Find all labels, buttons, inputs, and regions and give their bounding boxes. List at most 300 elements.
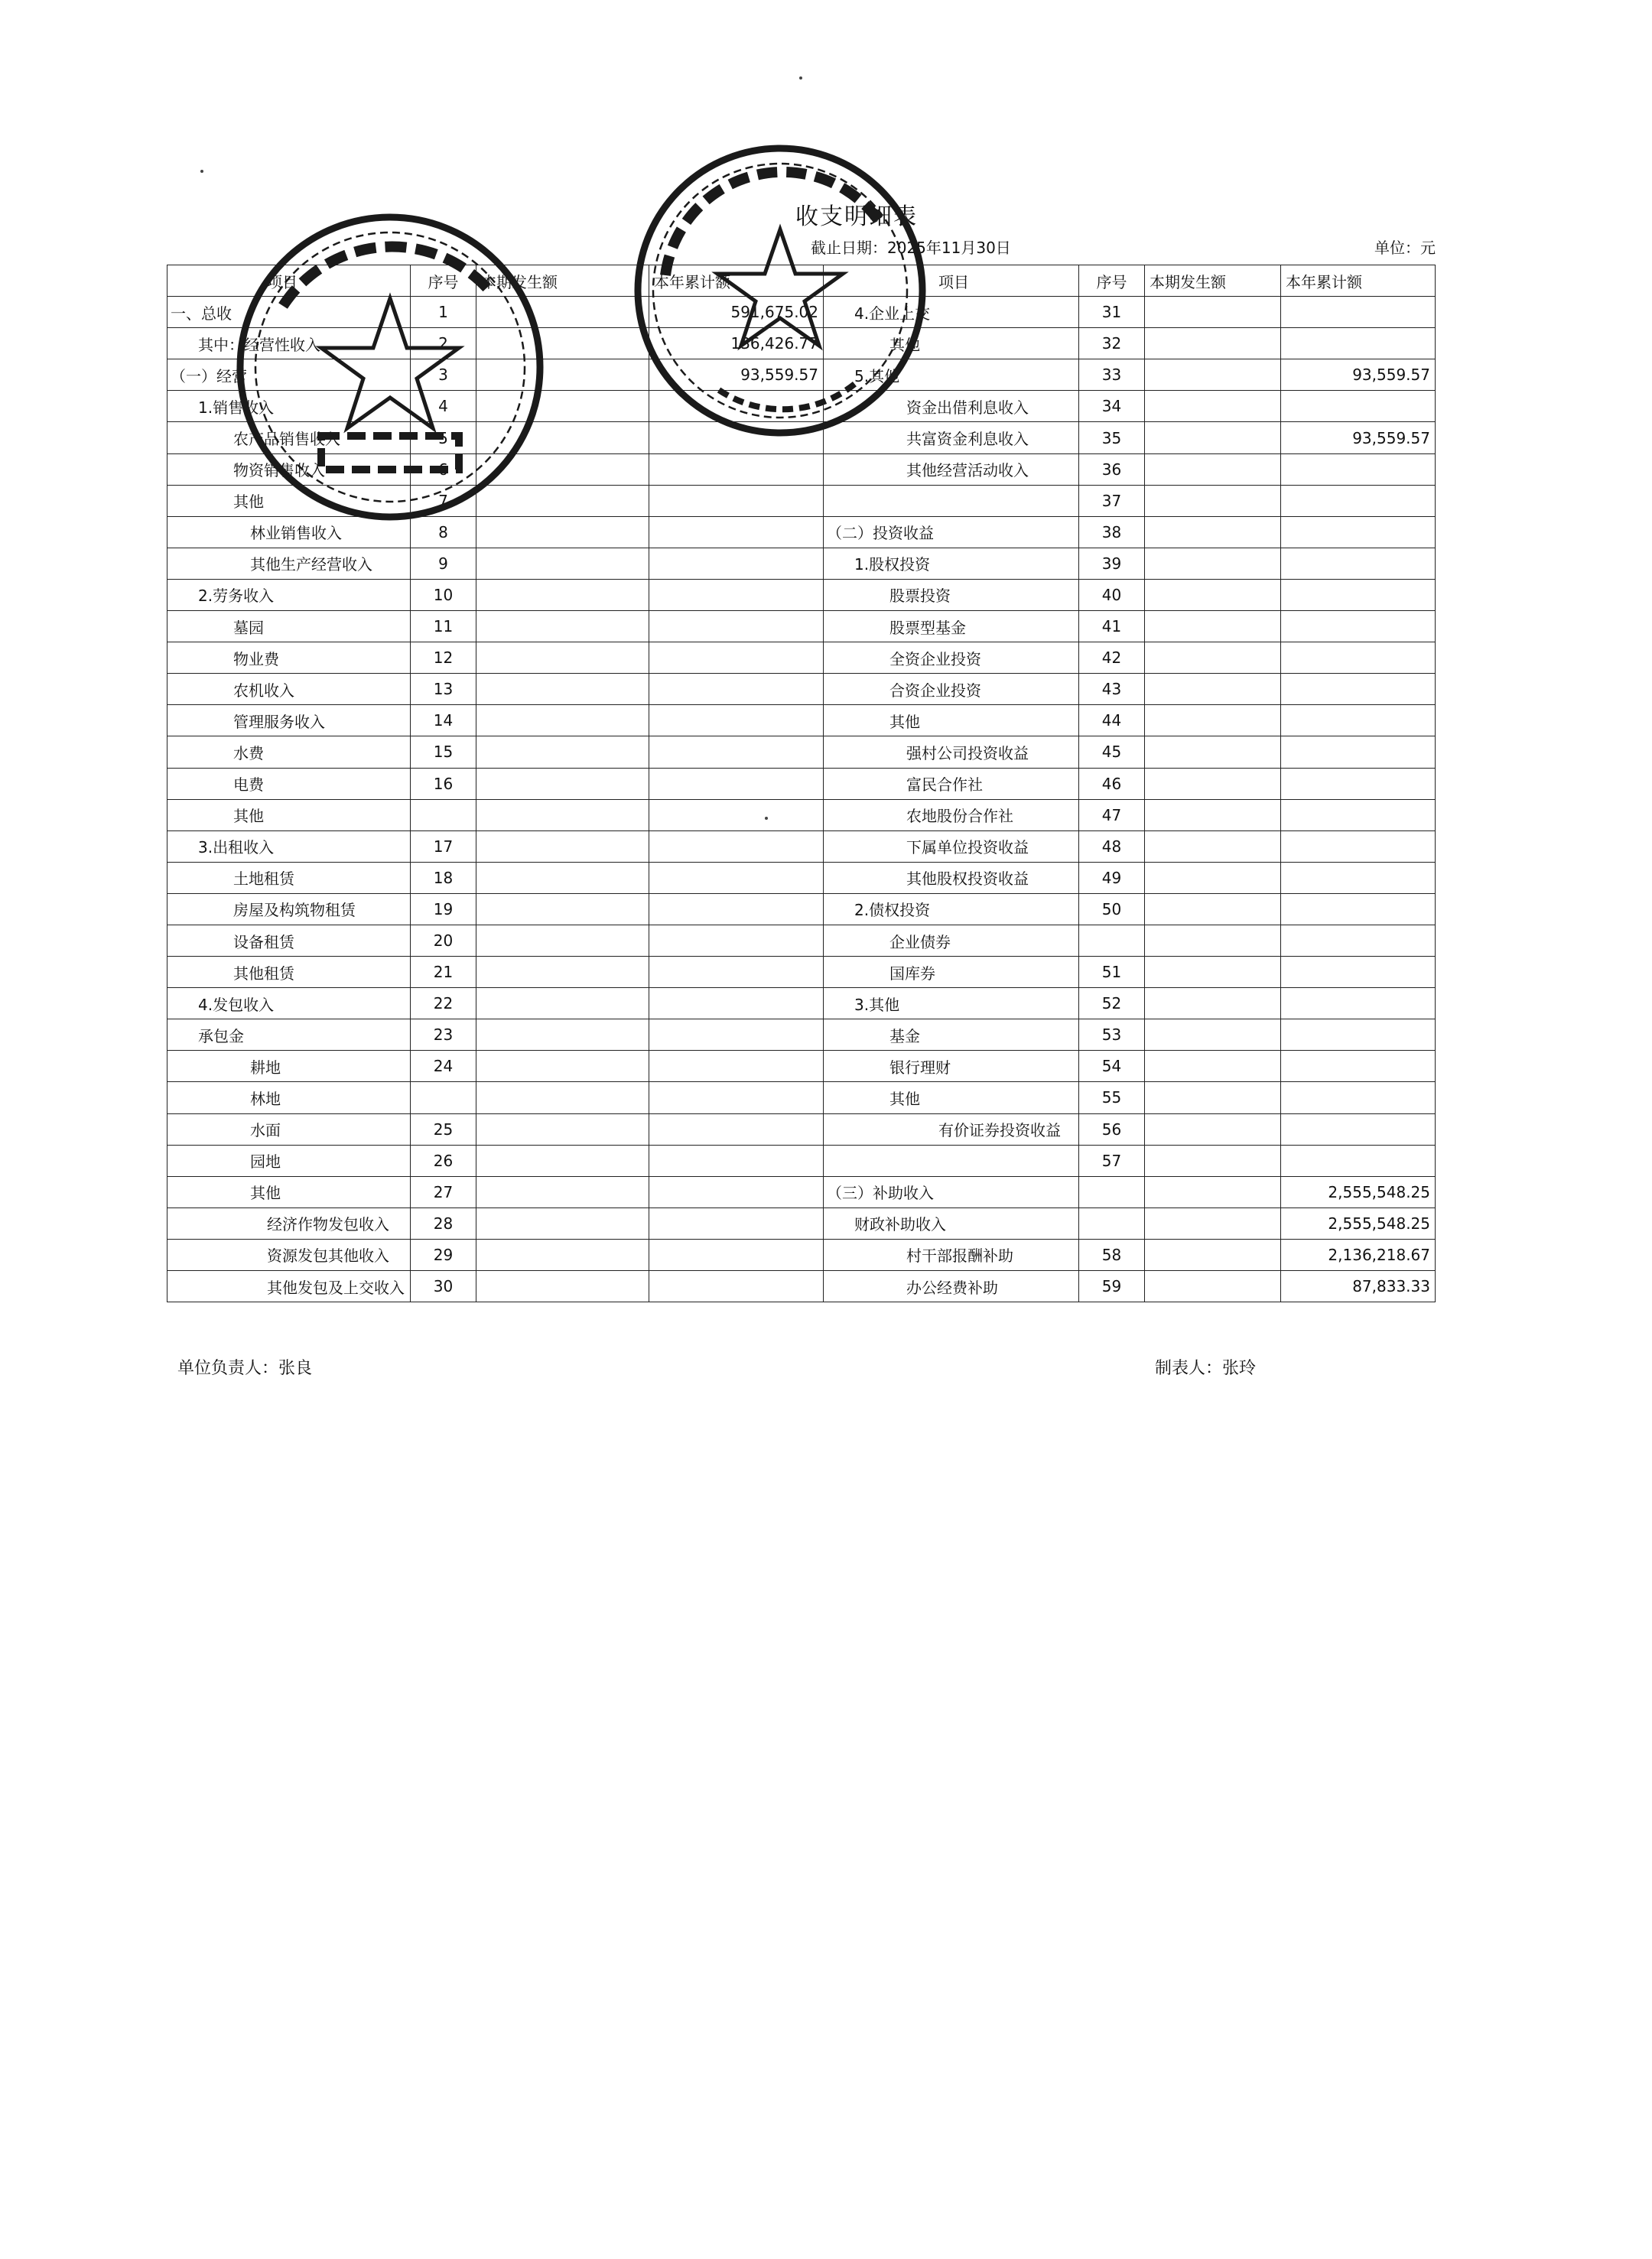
header-ytd: 本年累计额 — [649, 265, 824, 297]
table-row — [167, 548, 824, 579]
row-period — [1145, 611, 1281, 642]
row-period — [1145, 1113, 1281, 1145]
row-ytd — [1281, 925, 1436, 956]
row-ytd — [649, 516, 824, 548]
row-ytd: 93,559.57 — [1281, 422, 1436, 453]
table-row — [824, 1082, 1436, 1113]
row-ytd — [649, 579, 824, 610]
row-period — [476, 674, 649, 705]
row-period — [476, 862, 649, 893]
row-ytd — [1281, 297, 1436, 328]
row-ytd — [1281, 988, 1436, 1019]
row-period — [476, 611, 649, 642]
row-ytd — [1281, 516, 1436, 548]
row-period — [476, 548, 649, 579]
table-row — [824, 799, 1436, 830]
row-seq: 48 — [1079, 830, 1145, 862]
row-item: 2.劳务收入 — [167, 579, 411, 610]
row-period — [1145, 453, 1281, 485]
row-item: 4.发包收入 — [167, 988, 411, 1019]
row-item: 财政补助收入 — [824, 1208, 1079, 1239]
table-row — [167, 1176, 824, 1208]
row-ytd — [1281, 328, 1436, 359]
table-row — [824, 611, 1436, 642]
row-seq: 51 — [1079, 957, 1145, 988]
row-seq: 45 — [1079, 736, 1145, 768]
row-period — [476, 1113, 649, 1145]
row-seq: 53 — [1079, 1019, 1145, 1051]
row-item: 房屋及构筑物租赁 — [167, 893, 411, 925]
table-row — [824, 1051, 1436, 1082]
row-seq: 7 — [411, 485, 476, 516]
row-item: 村干部报酬补助 — [824, 1239, 1079, 1270]
row-item: 其他 — [824, 705, 1079, 736]
row-item: 农地股份合作社 — [824, 799, 1079, 830]
row-period — [476, 642, 649, 674]
row-seq — [411, 1082, 476, 1113]
row-item: 国库券 — [824, 957, 1079, 988]
row-seq: 4 — [411, 391, 476, 422]
row-ytd — [1281, 957, 1436, 988]
row-period — [1145, 957, 1281, 988]
row-seq: 33 — [1079, 359, 1145, 391]
row-period — [476, 1208, 649, 1239]
row-seq — [1079, 1176, 1145, 1208]
row-period — [476, 768, 649, 799]
table-row — [167, 925, 824, 956]
table-row — [824, 736, 1436, 768]
row-ytd — [649, 830, 824, 862]
row-seq: 57 — [1079, 1145, 1145, 1176]
row-item: 强村公司投资收益 — [824, 736, 1079, 768]
row-item — [824, 1145, 1079, 1176]
table-row — [824, 705, 1436, 736]
table-row — [167, 1271, 824, 1302]
row-seq: 13 — [411, 674, 476, 705]
row-ytd: 136,426.77 — [649, 328, 824, 359]
row-period — [1145, 1082, 1281, 1113]
row-item: 2.债权投资 — [824, 893, 1079, 925]
header-item: 项目 — [167, 265, 411, 297]
table-row — [167, 1019, 824, 1051]
row-ytd — [649, 1208, 824, 1239]
row-ytd: 2,136,218.67 — [1281, 1239, 1436, 1270]
table-row — [167, 1082, 824, 1113]
table-row — [824, 893, 1436, 925]
row-item: 办公经费补助 — [824, 1271, 1079, 1302]
row-seq: 3 — [411, 359, 476, 391]
row-seq: 56 — [1079, 1113, 1145, 1145]
row-item — [824, 485, 1079, 516]
row-item: 资源发包其他收入 — [167, 1239, 411, 1270]
row-ytd — [1281, 736, 1436, 768]
row-item: 农产品销售收入 — [167, 422, 411, 453]
table-row — [824, 1208, 1436, 1239]
header-seq: 序号 — [411, 265, 476, 297]
table-row — [824, 548, 1436, 579]
row-seq: 46 — [1079, 768, 1145, 799]
row-period — [1145, 516, 1281, 548]
row-period — [1145, 328, 1281, 359]
row-item: 资金出借利息收入 — [824, 391, 1079, 422]
row-item: 富民合作社 — [824, 768, 1079, 799]
row-period — [476, 988, 649, 1019]
row-item: 4.企业上交 — [824, 297, 1079, 328]
row-item: 一、总收 — [167, 297, 411, 328]
table-row — [167, 830, 824, 862]
row-seq: 30 — [411, 1271, 476, 1302]
row-ytd — [1281, 705, 1436, 736]
row-item: 园地 — [167, 1145, 411, 1176]
row-ytd — [649, 893, 824, 925]
row-seq: 6 — [411, 453, 476, 485]
row-period — [476, 799, 649, 830]
row-period — [1145, 893, 1281, 925]
row-ytd: 2,555,548.25 — [1281, 1208, 1436, 1239]
row-seq: 44 — [1079, 705, 1145, 736]
table-row — [824, 1145, 1436, 1176]
row-period — [476, 1239, 649, 1270]
row-ytd — [649, 642, 824, 674]
row-ytd — [649, 485, 824, 516]
row-period — [1145, 1208, 1281, 1239]
row-period — [1145, 1239, 1281, 1270]
row-seq: 54 — [1079, 1051, 1145, 1082]
left-official-seal — [229, 206, 551, 528]
row-ytd — [649, 453, 824, 485]
row-period — [476, 830, 649, 862]
row-period — [1145, 1019, 1281, 1051]
row-item: 全资企业投资 — [824, 642, 1079, 674]
row-item: 水费 — [167, 736, 411, 768]
row-item: 耕地 — [167, 1051, 411, 1082]
row-ytd — [1281, 799, 1436, 830]
row-ytd — [649, 988, 824, 1019]
row-item: 银行理财 — [824, 1051, 1079, 1082]
row-item: 下属单位投资收益 — [824, 830, 1079, 862]
row-item: 林业销售收入 — [167, 516, 411, 548]
row-ytd — [1281, 485, 1436, 516]
header-ytd: 本年累计额 — [1281, 265, 1436, 297]
table-row — [167, 1208, 824, 1239]
table-row — [824, 485, 1436, 516]
row-seq: 49 — [1079, 862, 1145, 893]
row-item: （二）投资收益 — [824, 516, 1079, 548]
row-period — [1145, 862, 1281, 893]
row-period — [476, 925, 649, 956]
table-row — [167, 674, 824, 705]
row-ytd — [1281, 1113, 1436, 1145]
row-item: 其他发包及上交收入 — [167, 1271, 411, 1302]
header-seq: 序号 — [1079, 265, 1145, 297]
row-seq: 2 — [411, 328, 476, 359]
table-row — [167, 1145, 824, 1176]
row-ytd: 93,559.57 — [649, 359, 824, 391]
row-seq: 8 — [411, 516, 476, 548]
row-item: 其他 — [824, 1082, 1079, 1113]
row-ytd — [1281, 1019, 1436, 1051]
row-period — [476, 736, 649, 768]
row-seq: 29 — [411, 1239, 476, 1270]
row-ytd: 93,559.57 — [1281, 359, 1436, 391]
row-item: 3.其他 — [824, 988, 1079, 1019]
row-item: 股票投资 — [824, 579, 1079, 610]
row-ytd — [649, 1239, 824, 1270]
row-item: 5.其他 — [824, 359, 1079, 391]
row-period — [1145, 1176, 1281, 1208]
row-period — [476, 1019, 649, 1051]
row-item: 农机收入 — [167, 674, 411, 705]
row-period — [1145, 705, 1281, 736]
row-ytd: 87,833.33 — [1281, 1271, 1436, 1302]
row-ytd — [649, 1145, 824, 1176]
row-item: 基金 — [824, 1019, 1079, 1051]
header-period: 本期发生额 — [476, 265, 649, 297]
row-ytd — [649, 768, 824, 799]
row-ytd — [1281, 893, 1436, 925]
row-item: 物业费 — [167, 642, 411, 674]
row-item: 其他租赁 — [167, 957, 411, 988]
table-row — [824, 642, 1436, 674]
table-row — [824, 1176, 1436, 1208]
row-ytd — [649, 1082, 824, 1113]
table-row — [167, 736, 824, 768]
row-ytd — [649, 548, 824, 579]
row-item: 电费 — [167, 768, 411, 799]
row-period — [476, 893, 649, 925]
row-seq: 1 — [411, 297, 476, 328]
row-period — [476, 957, 649, 988]
row-ytd — [649, 1051, 824, 1082]
row-seq: 38 — [1079, 516, 1145, 548]
row-period — [1145, 1051, 1281, 1082]
table-row — [824, 453, 1436, 485]
row-seq: 50 — [1079, 893, 1145, 925]
row-item: 其他 — [824, 328, 1079, 359]
table-row — [824, 862, 1436, 893]
row-ytd — [649, 1019, 824, 1051]
row-period — [476, 1145, 649, 1176]
table-row — [824, 516, 1436, 548]
row-item: 企业债券 — [824, 925, 1079, 956]
row-seq: 55 — [1079, 1082, 1145, 1113]
row-seq: 16 — [411, 768, 476, 799]
row-ytd — [649, 1113, 824, 1145]
table-row — [167, 1113, 824, 1145]
row-seq: 26 — [411, 1145, 476, 1176]
table-row — [167, 1239, 824, 1270]
row-period — [1145, 1271, 1281, 1302]
row-seq — [1079, 925, 1145, 956]
row-period — [1145, 925, 1281, 956]
row-ytd — [1281, 579, 1436, 610]
row-ytd — [649, 705, 824, 736]
scan-speck — [765, 817, 768, 820]
row-item: 承包金 — [167, 1019, 411, 1051]
row-ytd — [649, 862, 824, 893]
row-seq: 5 — [411, 422, 476, 453]
row-item: 共富资金利息收入 — [824, 422, 1079, 453]
row-seq: 42 — [1079, 642, 1145, 674]
row-item: 3.出租收入 — [167, 830, 411, 862]
row-period — [1145, 642, 1281, 674]
row-period — [1145, 391, 1281, 422]
row-seq: 36 — [1079, 453, 1145, 485]
row-seq: 22 — [411, 988, 476, 1019]
row-seq: 24 — [411, 1051, 476, 1082]
row-seq: 35 — [1079, 422, 1145, 453]
row-ytd: 2,555,548.25 — [1281, 1176, 1436, 1208]
row-period — [476, 1082, 649, 1113]
row-period — [476, 1176, 649, 1208]
row-ytd — [1281, 548, 1436, 579]
table-row — [824, 579, 1436, 610]
report-title: 收支明细表 — [795, 203, 918, 230]
table-row — [824, 1239, 1436, 1270]
scan-speck — [799, 76, 802, 80]
row-item: 物资销售收入 — [167, 453, 411, 485]
header-period: 本期发生额 — [1145, 265, 1281, 297]
row-period — [1145, 548, 1281, 579]
row-seq: 25 — [411, 1113, 476, 1145]
table-row — [167, 799, 824, 830]
table-row — [824, 830, 1436, 862]
row-seq: 37 — [1079, 485, 1145, 516]
table-row — [824, 957, 1436, 988]
row-ytd — [1281, 453, 1436, 485]
row-ytd — [649, 674, 824, 705]
row-seq: 58 — [1079, 1239, 1145, 1270]
row-ytd — [649, 799, 824, 830]
row-seq: 59 — [1079, 1271, 1145, 1302]
row-item: 股票型基金 — [824, 611, 1079, 642]
row-item: 林地 — [167, 1082, 411, 1113]
row-seq: 27 — [411, 1176, 476, 1208]
row-seq: 23 — [411, 1019, 476, 1051]
row-ytd — [1281, 1145, 1436, 1176]
table-row — [167, 642, 824, 674]
table-row — [824, 925, 1436, 956]
row-period — [1145, 422, 1281, 453]
row-period — [1145, 674, 1281, 705]
row-item: 其他 — [167, 485, 411, 516]
row-seq: 39 — [1079, 548, 1145, 579]
row-period — [1145, 799, 1281, 830]
row-period — [1145, 485, 1281, 516]
row-item: （一）经营 — [167, 359, 411, 391]
row-period — [476, 1271, 649, 1302]
report-unit: 单位：元 — [1374, 239, 1436, 257]
row-item: （三）补助收入 — [824, 1176, 1079, 1208]
row-seq: 47 — [1079, 799, 1145, 830]
row-ytd — [649, 611, 824, 642]
row-period — [1145, 359, 1281, 391]
row-seq: 43 — [1079, 674, 1145, 705]
row-ytd — [649, 925, 824, 956]
row-item: 其他 — [167, 1176, 411, 1208]
row-ytd — [1281, 611, 1436, 642]
table-row — [167, 611, 824, 642]
row-ytd — [649, 1176, 824, 1208]
table-row — [824, 1019, 1436, 1051]
row-ytd — [1281, 830, 1436, 862]
row-seq — [1079, 1208, 1145, 1239]
row-seq: 18 — [411, 862, 476, 893]
table-row — [824, 768, 1436, 799]
table-row — [167, 893, 824, 925]
row-item: 经济作物发包收入 — [167, 1208, 411, 1239]
footer-responsible: 单位负责人：张良 — [177, 1359, 313, 1378]
table-row — [167, 768, 824, 799]
right-official-seal — [627, 138, 933, 444]
row-item: 有价证券投资收益 — [824, 1113, 1079, 1145]
row-period — [476, 705, 649, 736]
row-item: 其他股权投资收益 — [824, 862, 1079, 893]
row-seq: 52 — [1079, 988, 1145, 1019]
row-ytd — [649, 957, 824, 988]
row-seq: 10 — [411, 579, 476, 610]
table-row — [824, 1113, 1436, 1145]
table-row — [167, 1051, 824, 1082]
table-row — [824, 988, 1436, 1019]
row-item: 其他经营活动收入 — [824, 453, 1079, 485]
row-period — [1145, 830, 1281, 862]
row-seq: 19 — [411, 893, 476, 925]
row-ytd: 591,675.02 — [649, 297, 824, 328]
row-item: 管理服务收入 — [167, 705, 411, 736]
table-row — [167, 862, 824, 893]
row-seq: 21 — [411, 957, 476, 988]
row-ytd — [1281, 391, 1436, 422]
row-item: 合资企业投资 — [824, 674, 1079, 705]
row-ytd — [1281, 1051, 1436, 1082]
row-item: 1.股权投资 — [824, 548, 1079, 579]
row-seq — [411, 799, 476, 830]
row-item: 墓园 — [167, 611, 411, 642]
row-ytd — [1281, 862, 1436, 893]
row-period — [476, 1051, 649, 1082]
header-item: 项目 — [824, 265, 1079, 297]
table-row — [167, 579, 824, 610]
footer-preparer: 制表人：张玲 — [1155, 1359, 1257, 1378]
row-seq: 17 — [411, 830, 476, 862]
row-item: 设备租赁 — [167, 925, 411, 956]
row-item: 1.销售收入 — [167, 391, 411, 422]
row-period — [1145, 768, 1281, 799]
scan-speck — [200, 170, 203, 173]
row-period — [476, 579, 649, 610]
row-seq: 11 — [411, 611, 476, 642]
row-ytd — [1281, 674, 1436, 705]
row-seq: 28 — [411, 1208, 476, 1239]
row-item: 其他 — [167, 799, 411, 830]
row-ytd — [1281, 1082, 1436, 1113]
row-seq: 41 — [1079, 611, 1145, 642]
row-period — [1145, 988, 1281, 1019]
table-row — [824, 1271, 1436, 1302]
row-seq: 34 — [1079, 391, 1145, 422]
row-item: 土地租赁 — [167, 862, 411, 893]
row-ytd — [649, 1271, 824, 1302]
row-seq: 40 — [1079, 579, 1145, 610]
row-item: 其中：经营性收入 — [167, 328, 411, 359]
row-seq: 15 — [411, 736, 476, 768]
report-date: 截止日期：2025年11月30日 — [811, 239, 1011, 257]
row-seq: 32 — [1079, 328, 1145, 359]
row-seq: 31 — [1079, 297, 1145, 328]
table-row — [167, 988, 824, 1019]
row-ytd — [649, 736, 824, 768]
